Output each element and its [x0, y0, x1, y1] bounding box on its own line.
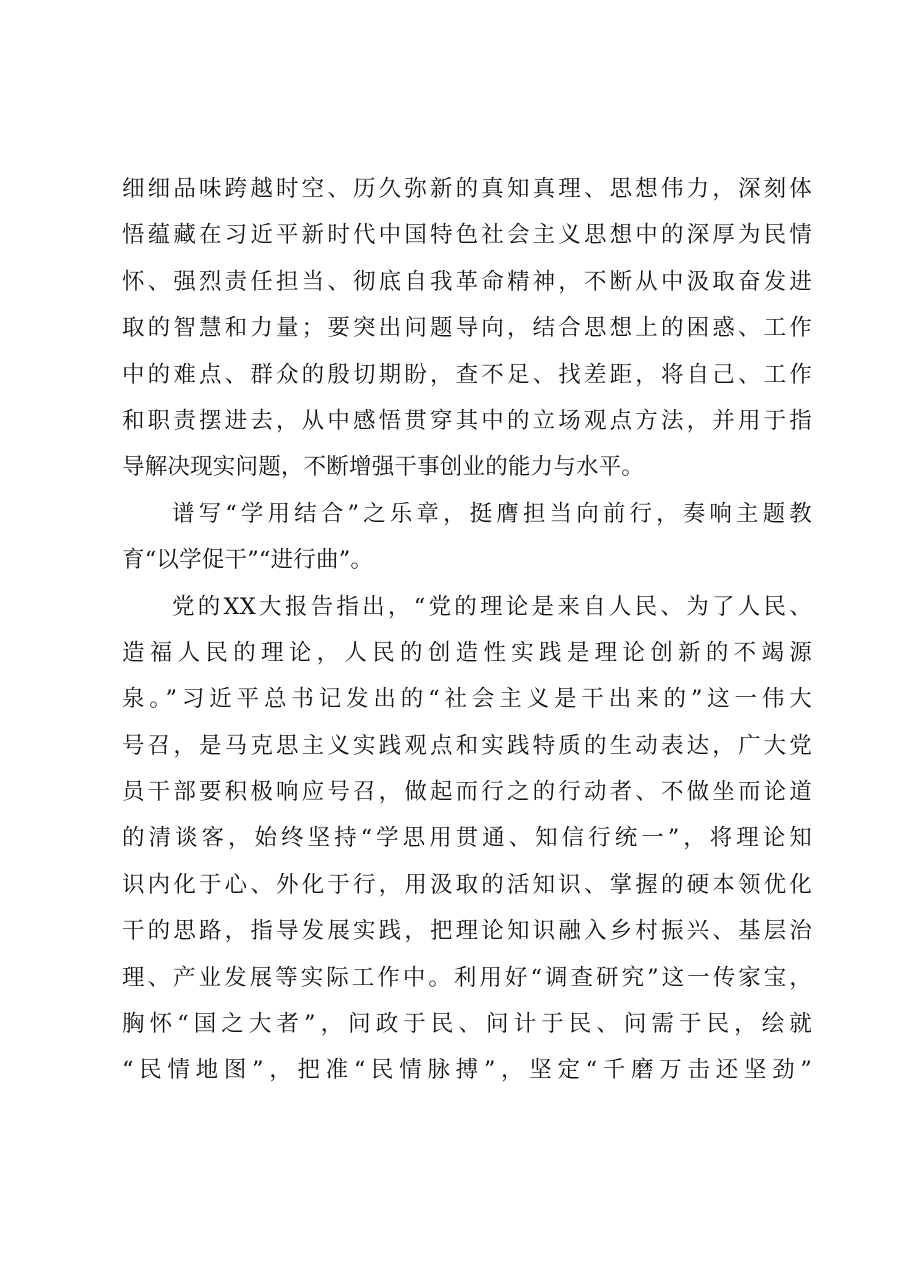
document-body: [122, 166, 812, 1094]
paragraph-line: 导解决现实问题，不断增强干事创业的能力与水平。: [122, 454, 645, 481]
paragraph-1: [122, 166, 812, 491]
paragraph-line: 胸怀“国之大者”，问政于民、问计于民、问需于民，绘就: [122, 1011, 812, 1038]
paragraph-line: 悟蕴藏在习近平新时代中国特色社会主义思想中的深厚为民情: [122, 222, 812, 249]
paragraph-line: 党的XX大报告指出，“党的理论是来自人民、为了人民、: [172, 593, 812, 620]
paragraph-line: “民情地图”，把准“民情脉搏”，坚定“千磨万击还坚劲”: [122, 1057, 812, 1084]
paragraph-2: [122, 491, 812, 584]
paragraph-line: 细细品味跨越时空、历久弥新的真知真理、思想伟力，深刻体: [122, 176, 812, 202]
paragraph-line: 取的智慧和力量；要突出问题导向，结合思想上的困惑、工作: [122, 315, 812, 342]
paragraph-line: 泉。”习近平总书记发出的“社会主义是干出来的”这一伟大: [122, 686, 812, 713]
paragraph-line: 和职责摆进去，从中感悟贯穿其中的立场观点方法，并用于指: [122, 407, 812, 434]
paragraph-line: 识内化于心、外化于行，用汲取的活知识、掌握的硬本领优化: [122, 871, 812, 898]
paragraph-line: 怀、强烈责任担当、彻底自我革命精神，不断从中汲取奋发进: [122, 268, 812, 295]
paragraph-line: 员干部要积极响应号召，做起而行之的行动者、不做坐而论道: [122, 779, 812, 806]
paragraph-line: 中的难点、群众的殷切期盼，查不足、找差距，将自己、工作: [122, 361, 812, 388]
paragraph-line: 的清谈客，始终坚持“学思用贯通、知信行统一”，将理论知: [122, 825, 812, 852]
paragraph-3: [122, 584, 812, 1094]
paragraph-line: 号召，是马克思主义实践观点和实践特质的生动表达，广大党: [122, 732, 812, 759]
paragraph-line: 干的思路，指导发展实践，把理论知识融入乡村振兴、基层治: [122, 918, 812, 945]
paragraph-line: 理、产业发展等实际工作中。利用好“调查研究”这一传家宝，: [122, 964, 812, 991]
paragraph-line: 造福人民的理论，人民的创造性实践是理论创新的不竭源: [122, 639, 812, 666]
paragraph-line: 谱写“学用结合”之乐章，挺膺担当向前行，奏响主题教: [172, 500, 812, 527]
paragraph-line: 育“以学促干”“进行曲”。: [122, 547, 374, 574]
